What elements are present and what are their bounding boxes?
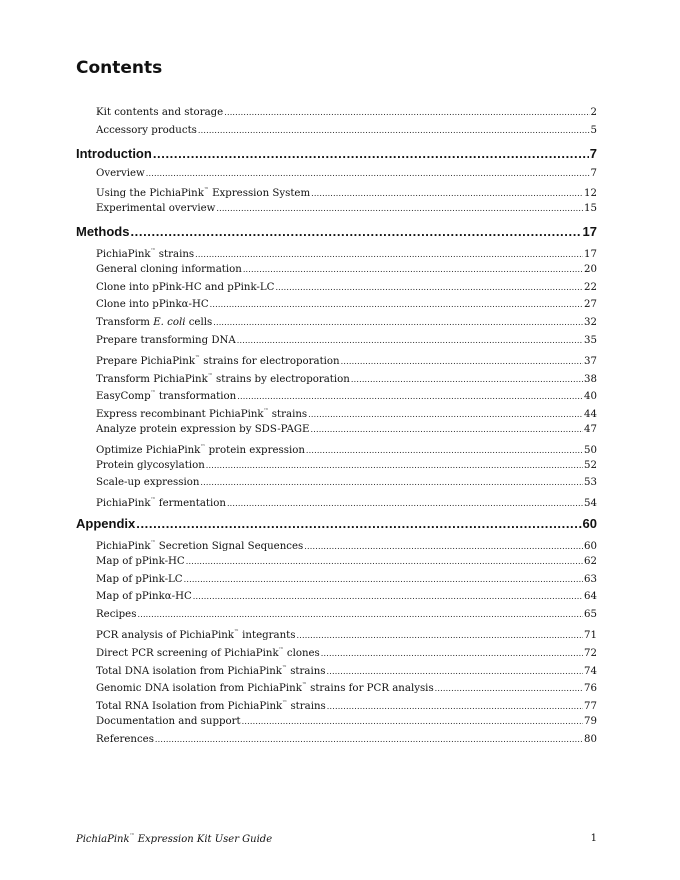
dot-leader xyxy=(206,457,583,475)
toc-entry-label: Protein glycosylation xyxy=(96,459,205,471)
page-footer xyxy=(76,833,597,845)
dot-leader xyxy=(435,680,583,695)
dot-leader xyxy=(224,104,589,122)
toc-entry-page: 7 xyxy=(589,145,597,161)
toc-entry-label: Direct PCR screening of PichiaPink™ clones xyxy=(96,646,320,659)
toc-entry[interactable] xyxy=(76,104,597,122)
toc-entry-label: References xyxy=(96,733,154,745)
toc-entry-label: PichiaPink™ Secretion Signal Sequences xyxy=(96,539,304,552)
toc-entry[interactable] xyxy=(76,200,597,218)
dot-leader xyxy=(237,332,583,350)
toc-entry-label: Scale-up expression xyxy=(96,477,200,489)
toc-entry[interactable] xyxy=(76,421,597,439)
dot-leader xyxy=(198,122,590,140)
toc-entry[interactable] xyxy=(76,713,597,731)
dot-leader xyxy=(306,442,583,457)
dot-leader xyxy=(243,261,583,279)
dot-leader xyxy=(216,200,583,218)
toc-entry[interactable] xyxy=(76,350,597,368)
toc-entry[interactable] xyxy=(76,695,597,713)
toc-section-entry[interactable] xyxy=(76,513,597,535)
toc-entry-page: 50 xyxy=(584,444,597,456)
toc-entry-page: 44 xyxy=(584,409,597,421)
toc-entry-label: Genomic DNA isolation from PichiaPink™ strains for PCR analysis xyxy=(96,682,434,695)
toc-entry-page: 74 xyxy=(584,665,597,677)
toc-entry-page: 12 xyxy=(584,188,597,200)
toc-entry[interactable] xyxy=(76,332,597,350)
dot-leader xyxy=(341,353,583,368)
toc-entry-page: 52 xyxy=(584,459,597,471)
dot-leader xyxy=(327,698,583,713)
footer-title: PichiaPink™ Expression Kit User Guide xyxy=(76,833,273,845)
toc-entry-label: Documentation and support xyxy=(96,715,241,727)
dot-leader xyxy=(321,645,583,660)
dot-leader xyxy=(186,553,583,571)
toc-entry-page: 79 xyxy=(584,715,597,727)
toc-entry-label: Analyze protein expression by SDS-PAGE xyxy=(96,423,310,435)
dot-leader xyxy=(237,388,583,403)
dot-leader xyxy=(227,495,583,510)
toc-entry-label: Map of pPink-HC xyxy=(96,555,185,567)
toc-entry[interactable] xyxy=(76,122,597,140)
toc-entry-label: PichiaPink™ fermentation xyxy=(96,497,226,510)
toc-entry-label: Appendix xyxy=(76,515,136,531)
toc-section-entry[interactable] xyxy=(76,221,597,243)
dot-leader xyxy=(275,279,583,297)
toc-entry-page: 38 xyxy=(584,373,597,385)
dot-leader xyxy=(146,165,590,183)
dot-leader xyxy=(351,371,583,386)
dot-leader xyxy=(130,221,581,243)
toc-entry[interactable] xyxy=(76,571,597,589)
dot-leader xyxy=(311,421,584,439)
dot-leader xyxy=(136,513,581,535)
toc-entry-label: Transform E. coli cells xyxy=(96,317,213,329)
toc-entry-page: 60 xyxy=(582,515,597,531)
toc-entry-label: Recipes xyxy=(96,609,137,621)
toc-entry[interactable] xyxy=(76,660,597,678)
toc-section-entry[interactable] xyxy=(76,143,597,165)
toc-entry-label: Total RNA Isolation from PichiaPink™ strains xyxy=(96,700,326,713)
toc-entry[interactable] xyxy=(76,439,597,457)
toc-entry[interactable] xyxy=(76,474,597,492)
toc-entry-label: PCR analysis of PichiaPink™ integrants xyxy=(96,628,296,641)
toc-entry-page: 60 xyxy=(584,540,597,552)
toc-entry-page: 62 xyxy=(584,555,597,567)
toc-entry-page: 37 xyxy=(584,355,597,367)
toc-entry-label: Prepare PichiaPink™ strains for electroporation xyxy=(96,354,340,367)
toc-entry[interactable] xyxy=(76,296,597,314)
toc-entry[interactable] xyxy=(76,606,597,624)
toc-entry-label: Clone into pPink-HC and pPink-LC xyxy=(96,281,275,293)
toc-entry-page: 80 xyxy=(584,733,597,745)
toc-entry-label: Optimize PichiaPink™ protein expression xyxy=(96,443,305,456)
toc-entry-page: 15 xyxy=(584,203,597,215)
dot-leader xyxy=(210,296,583,314)
toc-entry[interactable] xyxy=(76,279,597,297)
dot-leader xyxy=(193,588,583,606)
toc-entry-page: 47 xyxy=(584,423,597,435)
toc-entry[interactable] xyxy=(76,457,597,475)
toc-entry-page: 76 xyxy=(584,683,597,695)
toc-entry[interactable] xyxy=(76,243,597,261)
toc-entry-page: 54 xyxy=(584,498,597,510)
dot-leader xyxy=(308,406,583,421)
dot-leader xyxy=(327,663,584,678)
toc-entry-page: 40 xyxy=(584,391,597,403)
toc-entry-page: 77 xyxy=(584,701,597,713)
toc-entry-label: Kit contents and storage xyxy=(96,107,224,118)
toc-entry-label: PichiaPink™ strains xyxy=(96,247,195,260)
toc-entry-label: Overview xyxy=(96,167,145,179)
toc-entry-label: Express recombinant PichiaPink™ strains xyxy=(96,408,308,421)
toc-entry-page: 63 xyxy=(584,573,597,585)
toc-entry-page: 65 xyxy=(584,609,597,621)
toc-entry[interactable] xyxy=(76,553,597,571)
toc-entry[interactable] xyxy=(76,368,597,386)
dot-leader xyxy=(242,713,583,731)
page-title: Contents xyxy=(76,58,163,78)
dot-leader xyxy=(184,571,583,589)
toc-entry-label: Map of pPink-LC xyxy=(96,573,183,585)
toc-entry-label: Map of pPinkα-HC xyxy=(96,591,192,603)
toc-entry[interactable] xyxy=(76,624,597,642)
dot-leader xyxy=(195,246,583,261)
toc-entry[interactable] xyxy=(76,165,597,183)
toc-entry-page: 72 xyxy=(584,647,597,659)
toc-entry[interactable] xyxy=(76,535,597,553)
dot-leader xyxy=(296,627,583,642)
toc-entry-page: 17 xyxy=(582,223,597,239)
dot-leader xyxy=(153,143,589,165)
dot-leader xyxy=(137,606,583,624)
toc-entry-label: General cloning information xyxy=(96,263,242,275)
toc-entry-label: Introduction xyxy=(76,145,152,161)
toc-entry[interactable] xyxy=(76,731,597,749)
toc-entry[interactable] xyxy=(76,182,597,200)
toc-entry-page: 53 xyxy=(584,477,597,489)
toc-entry[interactable] xyxy=(76,677,597,695)
toc-entry-page: 7 xyxy=(590,167,597,179)
toc-entry-label: Clone into pPinkα-HC xyxy=(96,299,209,311)
toc-entry[interactable] xyxy=(76,314,597,332)
toc-entry-page: 35 xyxy=(584,334,597,346)
dot-leader xyxy=(304,538,583,553)
dot-leader xyxy=(311,185,583,200)
toc-entry-page: 27 xyxy=(584,299,597,311)
toc-entry[interactable] xyxy=(76,492,597,510)
toc-entry[interactable] xyxy=(76,642,597,660)
toc-entry-page: 22 xyxy=(584,281,597,293)
toc-entry-page: 64 xyxy=(584,591,597,603)
toc-entry-label: Total DNA isolation from PichiaPink™ strains xyxy=(96,664,326,677)
dot-leader xyxy=(213,314,583,332)
toc-entry-label: Experimental overview xyxy=(96,203,216,215)
toc-entry-label: EasyComp™ transformation xyxy=(96,390,237,403)
toc-entry[interactable] xyxy=(76,261,597,279)
table-of-contents xyxy=(76,104,597,749)
toc-entry-page: 17 xyxy=(584,248,597,260)
toc-entry-label: Prepare transforming DNA xyxy=(96,334,236,346)
toc-entry-label: Methods xyxy=(76,223,130,239)
toc-entry-label: Accessory products xyxy=(96,124,197,136)
toc-entry-label: Transform PichiaPink™ strains by electroporation xyxy=(96,372,350,385)
toc-entry[interactable] xyxy=(76,588,597,606)
toc-entry-page: 71 xyxy=(584,629,597,641)
toc-entry-label: Using the PichiaPink™ Expression System xyxy=(96,187,311,200)
toc-entry-page: 32 xyxy=(584,317,597,329)
dot-leader xyxy=(200,474,583,492)
toc-entry-page: 5 xyxy=(590,124,597,136)
toc-entry[interactable] xyxy=(76,385,597,403)
footer-page-number: 1 xyxy=(590,833,597,844)
dot-leader xyxy=(155,731,583,749)
toc-entry[interactable] xyxy=(76,403,597,421)
toc-entry-page: 20 xyxy=(584,263,597,275)
toc-entry-page: 2 xyxy=(590,107,597,118)
